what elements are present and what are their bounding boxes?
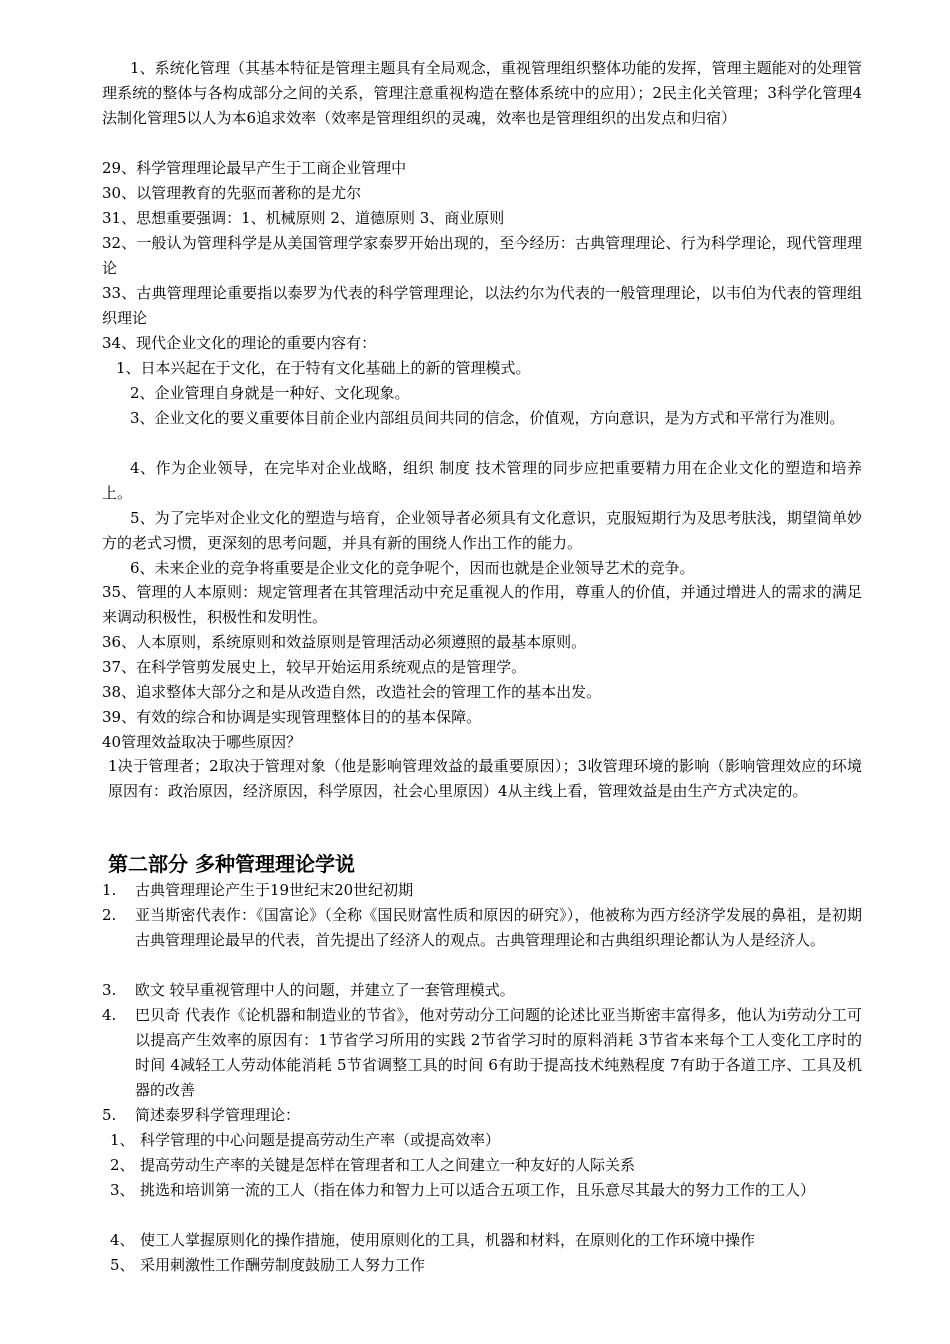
list-text: 挑选和培训第一流的工人（指在体力和智力上可以适合五项工作，且乐意尽其最大的努力工作的工人） xyxy=(140,1181,816,1199)
list-text: 亚当斯密代表作：《国富论》（全称《国民财富性质和原因的研究》），他被称为西方经济学发展的鼻祖，是初期古典管理理论最早的代表，首先提出了经济人的观点。古典管理理论和古典组织理论都认为人是经济人。 xyxy=(135,906,862,949)
list-item-40-answer: 1决于管理者；2取决于管理对象（他是影响管理效益的最重要原因）；3收管理环境的影响（影响管理效应的环境原因有：政治原因，经济原因，科学原因，社会心里原因）4从主线上看，管理效益是由生产方式决定的。 xyxy=(108,757,862,800)
list-item-33: 33、古典管理理论重要指以泰罗为代表的科学管理理论，以法约尔为代表的一般管理理论，以韦伯为代表的管理组织理论 xyxy=(102,284,862,327)
list-text: 科学管理的中心问题是提高劳动生产率（或提高效率） xyxy=(140,1131,501,1149)
list-item-39: 39、有效的综合和协调是实现管理整体目的的基本保障。 xyxy=(102,708,482,726)
list-number: 5. xyxy=(102,1106,117,1124)
list-number: 4. xyxy=(102,1006,117,1024)
list-item-34-1: 1、日本兴起在于文化，在于特有文化基础上的新的管理模式。 xyxy=(116,359,531,377)
list-item xyxy=(102,978,862,1003)
list-item xyxy=(102,1003,862,1103)
list-number: 5、 xyxy=(110,1256,135,1274)
list-item xyxy=(110,1153,862,1178)
list-item xyxy=(110,1228,862,1253)
list-item-34-6: 6、未来企业的竞争将重要是企业文化的竞争呢个，因而也就是企业领导艺术的竞争。 xyxy=(130,559,695,577)
list-item-32: 32、一般认为管理科学是从美国管理学家泰罗开始出现的，至今经历：古典管理理论、行为科学理论，现代管理理论 xyxy=(102,234,862,277)
list-item xyxy=(110,1253,862,1278)
list-text: 采用刺激性工作酬劳制度鼓励工人努力工作 xyxy=(140,1256,426,1274)
list-number: 2、 xyxy=(110,1156,135,1174)
list-item xyxy=(110,1178,862,1203)
list-item xyxy=(102,1103,862,1128)
list-item-34-5: 5、为了完毕对企业文化的塑造与培育，企业领导者必须具有文化意识，克服短期行为及思考肤浅，期望简单妙方的老式习惯，更深刻的思考问题，并具有新的围绕人作出工作的能力。 xyxy=(102,509,862,552)
list-number: 4、 xyxy=(110,1231,135,1249)
list-text: 巴贝奇 代表作《论机器和制造业的节省》，他对劳动分工问题的论述比亚当斯密丰富得多，他认为i劳动分工可以提高产生效率的原因有：1节省学习所用的实践 2节省学习时的原料消耗 3节省本来每个工人变化工序时的时间 4减轻工人劳动体能消耗 5节省调整工具的时间 6有助于提高技术纯熟程度 7有助于各道工序、工具及机器的改善 xyxy=(135,1006,862,1099)
list-text: 欧文 较早重视管理中人的问题，并建立了一套管理模式。 xyxy=(135,981,515,999)
list-number: 3、 xyxy=(110,1181,135,1199)
paragraph-systematic-management: 1、系统化管理（其基本特征是管理主题具有全局观念，重视管理组织整体功能的发挥，管理主题能对的处理管理系统的整体与各构成部分之间的关系，管理注意重视构造在整体系统中的应用）；2民主化关管理；3科学化管理4法制化管理5以人为本6追求效率（效率是管理组织的灵魂，效率也是管理组织的出发点和归宿） xyxy=(102,59,862,127)
list-item xyxy=(102,878,862,903)
list-item-34: 34、现代企业文化的理论的重要内容有： xyxy=(102,334,377,352)
list-item-34-3: 3、企业文化的要义重要体目前企业内部组员间共同的信念，价值观，方向意识，是为方式和平常行为准则。 xyxy=(130,409,845,427)
list-text: 简述泰罗科学管理理论： xyxy=(135,1106,301,1124)
list-item xyxy=(102,903,862,953)
list-item-31: 31、思想重要强调：1、机械原则 2、道德原则 3、商业原则 xyxy=(102,209,505,227)
list-item-29: 29、科学管理理论最早产生于工商企业管理中 xyxy=(102,159,407,177)
list-item-38: 38、追求整体大部分之和是从改造自然，改造社会的管理工作的基本出发。 xyxy=(102,683,602,701)
list-number: 3. xyxy=(102,981,117,999)
list-text: 古典管理理论产生于19世纪末20世纪初期 xyxy=(135,881,414,899)
list-number: 2. xyxy=(102,906,117,924)
list-number: 1、 xyxy=(110,1131,135,1149)
list-item-36: 36、人本原则，系统原则和效益原则是管理活动必须遵照的最基本原则。 xyxy=(102,633,587,651)
list-item-34-4: 4、作为企业领导，在完毕对企业战略，组织 制度 技术管理的同步应把重要精力用在企业文化的塑造和培养上。 xyxy=(102,459,862,502)
list-item xyxy=(110,1128,862,1153)
list-number: 1. xyxy=(102,881,117,899)
list-text: 使工人掌握原则化的操作措施，使用原则化的工具，机器和材料，在原则化的工作环境中操作 xyxy=(140,1231,756,1249)
list-item-34-2: 2、企业管理自身就是一种好、文化现象。 xyxy=(130,384,410,402)
list-item-35: 35、管理的人本原则：规定管理者在其管理活动中充足重视人的作用，尊重人的价值，并通过增进人的需求的满足来调动积极性，积极性和发明性。 xyxy=(102,583,862,626)
section-heading: 第二部分 多种管理理论学说 xyxy=(108,852,355,876)
list-item-40: 40管理效益取决于哪些原因？ xyxy=(102,733,302,751)
list-item-30: 30、以管理教育的先驱而著称的是尤尔 xyxy=(102,184,362,202)
list-item-37: 37、在科学管剪发展史上，较早开始运用系统观点的是管理学。 xyxy=(102,658,527,676)
list-text: 提高劳动生产率的关键是怎样在管理者和工人之间建立一种友好的人际关系 xyxy=(140,1156,636,1174)
